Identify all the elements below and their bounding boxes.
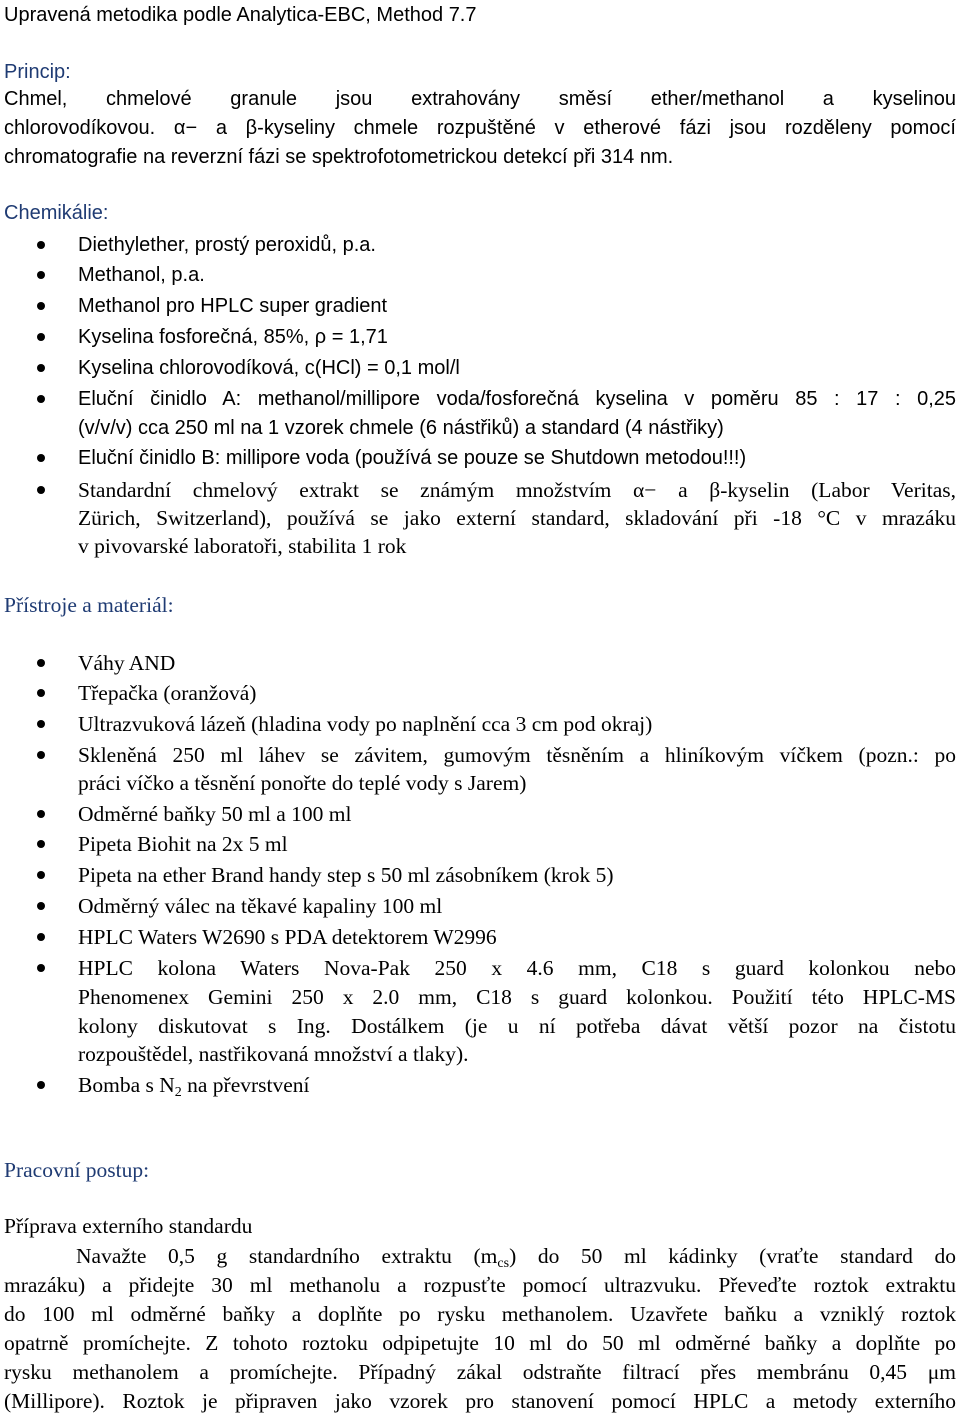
instrument-item: Odměrný válec na těkavé kapaliny 100 ml — [78, 894, 443, 918]
principle-heading: Princip: — [4, 61, 71, 83]
bullet-icon — [37, 486, 45, 494]
eluent-a-line: (v/v/v) cca 250 ml na 1 vzorek chmele (6 nástřiků) a standard (4 nástřiky) — [78, 417, 724, 439]
procedure-subheading: Příprava externího standardu — [4, 1214, 253, 1238]
bullet-icon — [37, 751, 45, 759]
instrument-item-text: na převrstvení — [181, 1073, 310, 1097]
instrument-item: Pipeta na ether Brand handy step s 50 ml zásobníkem (krok 5) — [78, 863, 614, 887]
procedure-heading: Pracovní postup: — [4, 1158, 150, 1182]
instrument-item: Ultrazvuková lázeň (hladina vody po naplnění cca 3 cm pod okraj) — [78, 712, 653, 736]
bullet-icon — [37, 364, 45, 372]
standard-line: Standardní chmelový extrakt se známým množstvím α− a β-kyselin (Labor Veritas, — [78, 478, 956, 502]
chemical-item: Kyselina chlorovodíková, c(HCl) = 0,1 mol/l — [78, 357, 460, 379]
instrument-item: Odměrné baňky 50 ml a 100 ml — [78, 802, 352, 826]
subscript: 2 — [174, 1085, 182, 1100]
bullet-icon — [37, 333, 45, 341]
procedure-paragraph-line: opatrně promíchejte. Z tohoto roztoku odpipetujte 10 ml do 50 ml odměrné baňky a doplňte po — [4, 1331, 956, 1355]
procedure-text: ) do 50 ml kádinky (vraťte standard do — [509, 1244, 956, 1268]
instrument-item-text: Bomba s N — [78, 1073, 175, 1097]
chemical-item: Methanol pro HPLC super gradient — [78, 295, 388, 317]
bullet-icon — [37, 241, 45, 249]
subscript: cs — [497, 1256, 510, 1271]
instrument-item: rozpouštědel, nastřikovaná množství a tlaky). — [78, 1042, 469, 1066]
bullet-icon — [37, 454, 45, 462]
instrument-item — [78, 1070, 310, 1100]
bullet-icon — [37, 902, 45, 910]
procedure-paragraph-line: (Millipore). Roztok je připraven jako vzorek pro stanovení pomocí HPLC a metody externího — [4, 1389, 956, 1413]
bullet-icon — [37, 720, 45, 728]
procedure-paragraph-line: mrazáku) a přidejte 30 ml methanolu a rozpusťte pomocí ultrazvuku. Převeďte roztok extraktu — [4, 1273, 956, 1297]
instrument-item: Váhy AND — [78, 651, 176, 675]
chemical-item: Diethylether, prostý peroxidů, p.a. — [78, 234, 376, 256]
bullet-icon — [37, 302, 45, 310]
procedure-text: Navažte 0,5 g standardního extraktu (m — [76, 1244, 498, 1268]
doc-title: Upravená metodika podle Analytica-EBC, Method 7.7 — [4, 4, 477, 26]
bullet-icon — [37, 659, 45, 667]
procedure-paragraph-line: do 100 ml odměrné baňky a doplňte po rysku methanolem. Uzavřete baňku a vzniklý roztok — [4, 1302, 956, 1326]
bullet-icon — [37, 840, 45, 848]
bullet-icon — [37, 271, 45, 279]
chemical-item: Kyselina fosforečná, 85%, ρ = 1,71 — [78, 326, 388, 348]
instrument-item: Třepačka (oranžová) — [78, 681, 257, 705]
procedure-paragraph-line: rysku methanolem a promíchejte. Případný zákal odstraňte filtrací přes membránu 0,45 μm — [4, 1360, 956, 1384]
chemicals-heading: Chemikálie: — [4, 202, 109, 224]
procedure-paragraph-line — [76, 1241, 956, 1271]
bullet-icon — [37, 1081, 45, 1089]
standard-line: v pivovarské laboratoři, stabilita 1 rok — [78, 534, 407, 558]
bullet-icon — [37, 871, 45, 879]
instrument-item: kolony diskutovat s Ing. Dostálkem (je u ní potřeba dávat větší pozor na čistotu — [78, 1014, 956, 1038]
principle-line: chlorovodíkovou. α− a β-kyseliny chmele rozpuštěné v etherové fázi jsou rozděleny pomocí — [4, 117, 956, 139]
instrument-item: HPLC Waters W2690 s PDA detektorem W2996 — [78, 925, 497, 949]
instrument-item: Skleněná 250 ml láhev se závitem, gumovým těsněním a hliníkovým víčkem (pozn.: po — [78, 743, 956, 767]
instruments-heading: Přístroje a materiál: — [4, 593, 174, 617]
eluent-b: Eluční činidlo B: millipore voda (používá se pouze se Shutdown metodou!!!) — [78, 447, 747, 469]
bullet-icon — [37, 395, 45, 403]
instrument-item: práci víčko a těsnění ponořte do teplé vody s Jarem) — [78, 771, 527, 795]
chemical-item: Methanol, p.a. — [78, 264, 205, 286]
bullet-icon — [37, 933, 45, 941]
bullet-icon — [37, 810, 45, 818]
principle-line: Chmel, chmelové granule jsou extrahovány směsí ether/methanol a kyselinou — [4, 88, 956, 110]
instrument-item: HPLC kolona Waters Nova-Pak 250 x 4.6 mm, C18 s guard kolonkou nebo — [78, 956, 956, 980]
bullet-icon — [37, 689, 45, 697]
bullet-icon — [37, 964, 45, 972]
instrument-item: Phenomenex Gemini 250 x 2.0 mm, C18 s guard kolonkou. Použití této HPLC-MS — [78, 985, 956, 1009]
principle-line: chromatografie na reverzní fázi se spektrofotometrickou detekcí při 314 nm. — [4, 146, 674, 168]
instrument-item: Pipeta Biohit na 2x 5 ml — [78, 832, 288, 856]
eluent-a-line: Eluční činidlo A: methanol/millipore voda/fosforečná kyselina v poměru 85 : 17 : 0,25 — [78, 388, 956, 410]
standard-line: Zürich, Switzerland), používá se jako externí standard, skladování při -18 °C v mrazáku — [78, 506, 956, 530]
